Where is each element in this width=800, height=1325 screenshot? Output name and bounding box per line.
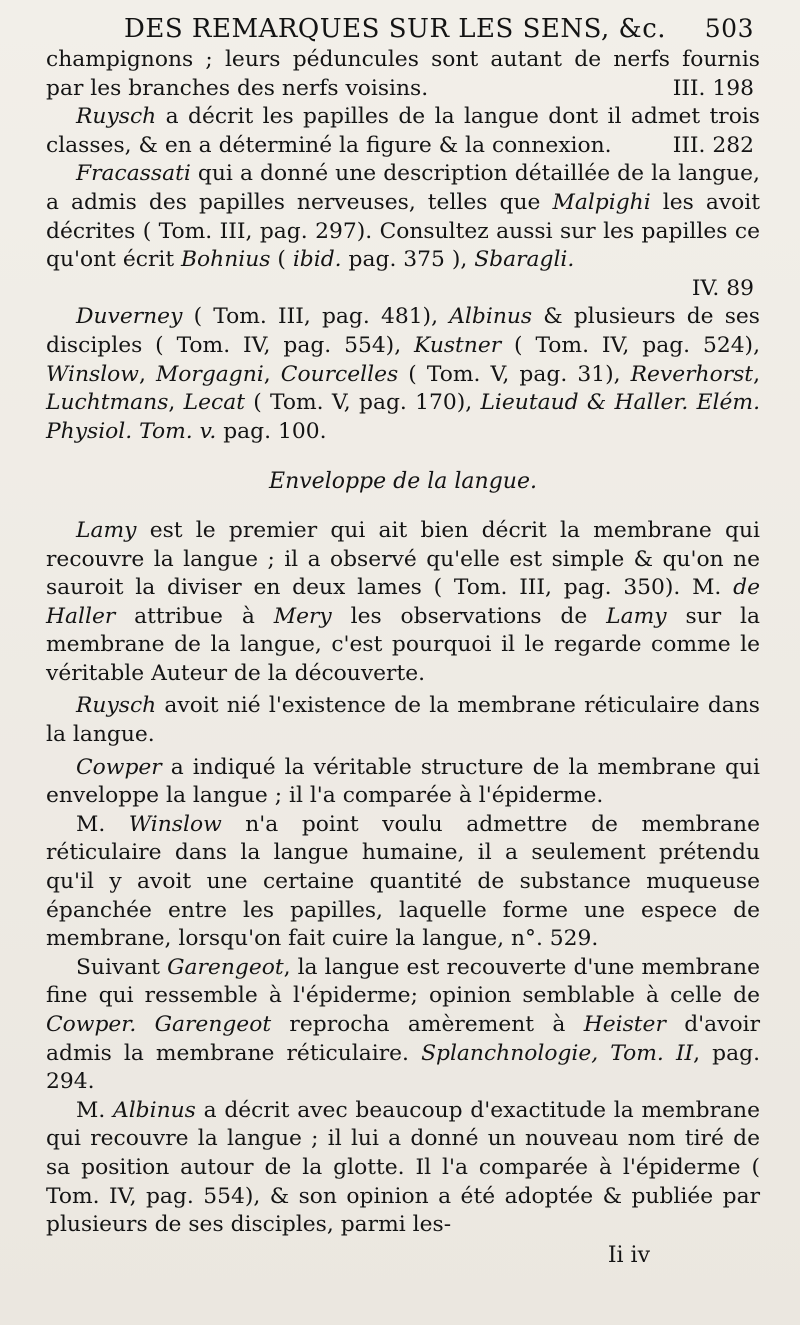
paragraph-champignons: champignons ; leurs péduncules sont autant de nerfs fournis par les branches des nerfs voisins. III. 198 [46, 46, 760, 103]
section-title: Enveloppe de la langue. [269, 469, 537, 495]
running-header [46, 14, 760, 44]
author-lamy: Lamy [76, 517, 137, 543]
paragraph-cowper: Cowper a indiqué la véritable structure de la membrane qui enveloppe la langue ; il l'a comparée à l'épiderme. [46, 754, 760, 809]
reference-iii-198: III. 198 [672, 75, 754, 101]
author-sbaragli: Sbaragli. [474, 247, 575, 273]
author-fracassati: Fracassati [76, 161, 191, 187]
paragraph-albinus: M. Albinus a décrit avec beaucoup d'exactitude la membrane qui recouvre la langue ; il lui a donné un nouveau nom tiré de sa position autour de la glotte. Il l'a comparée à l'épiderme ( Tom. IV, pag. 554), & son opinion a été adoptée & publiée par plusieurs de ses disciples, parmi les- [46, 1097, 760, 1238]
author-cowper: Cowper [76, 754, 162, 780]
author-malpighi: Malpighi [552, 189, 651, 215]
paragraph-fracassati: Fracassati qui a donné une description détaillée de la langue, a admis des papilles nerveuses, telles que Malpighi les avoit décrites ( Tom. III, pag. 297). Consultez aussi sur les papilles ce qu'ont écrit Bohnius ( ibid. pag. 375 ), Sbaragli. [46, 161, 761, 273]
author-albinus: Albinus [112, 1097, 196, 1123]
author-mery: Mery [273, 603, 332, 629]
author-bohnius: Bohnius [181, 247, 271, 273]
reference-iv-89: IV. 89 [691, 275, 754, 301]
paragraph-lamy: Lamy est le premier qui ait bien décrit la membrane qui recouvre la langue ; il a observé qu'elle est simple & qu'on ne sauroit la diviser en deux lames ( Tom. III, pag. 350). M. de Haller attribue à Mery les observations de Lamy sur la membrane de la langue, c'est pourquoi il le regarde comme le véritable Auteur de la découverte. [46, 517, 761, 686]
author-de-haller: de Haller [46, 575, 760, 629]
reference-iii-282: III. 282 [672, 132, 754, 158]
author-garengeot: Garengeot [167, 954, 284, 980]
page-number: 503 [704, 14, 754, 43]
author-winslow: Winslow [128, 811, 222, 837]
signature-mark: Ii iv [607, 1242, 650, 1268]
running-title: DES REMARQUES SUR LES SENS, &c. [124, 14, 667, 44]
main-text [46, 46, 760, 1270]
author-ruysch: Ruysch [76, 104, 157, 130]
paragraph-ruysch-reticulaire: Ruysch avoit nié l'existence de la membrane réticulaire dans la langue. [46, 693, 760, 748]
paragraph-authors-list: Duverney ( Tom. III, pag. 481), Albinus & plusieurs de ses disciples ( Tom. IV, pag. 554), Kustner ( Tom. IV, pag. 524), Winslow, Morgagni, Courcelles ( Tom. V, pag. 31), Reverhorst, Luchtmans, Lecat ( Tom. V, pag. 170), Lieutaud & Haller. Elém. Physiol. Tom. v. pag. 100. [46, 304, 761, 444]
paragraph-winslow: M. Winslow n'a point voulu admettre de membrane réticulaire dans la langue humaine, il a seulement prétendu qu'il y avoit une certaine quantité de substance muqueuse épanchée entre les papilles, laquelle forme une espece de membrane, lorsqu'on fait cuire la langue, n°. 529. [46, 811, 760, 952]
author-heister: Heister [583, 1012, 666, 1037]
paragraph-garengeot: Suivant Garengeot, la langue est recouverte d'une membrane fine qui ressemble à l'épiderme; opinion semblable à celle de Cowper. Garengeot reprocha amèrement à Heister d'avoir admis la membrane réticulaire. Splanchnologie, Tom. II, pag. 294. [46, 954, 761, 1095]
paragraph-ruysch-papilles: Ruysch a décrit les papilles de la langue dont il admet trois classes, & en a déterminé la figure & la connexion. III. 282 [46, 103, 760, 160]
